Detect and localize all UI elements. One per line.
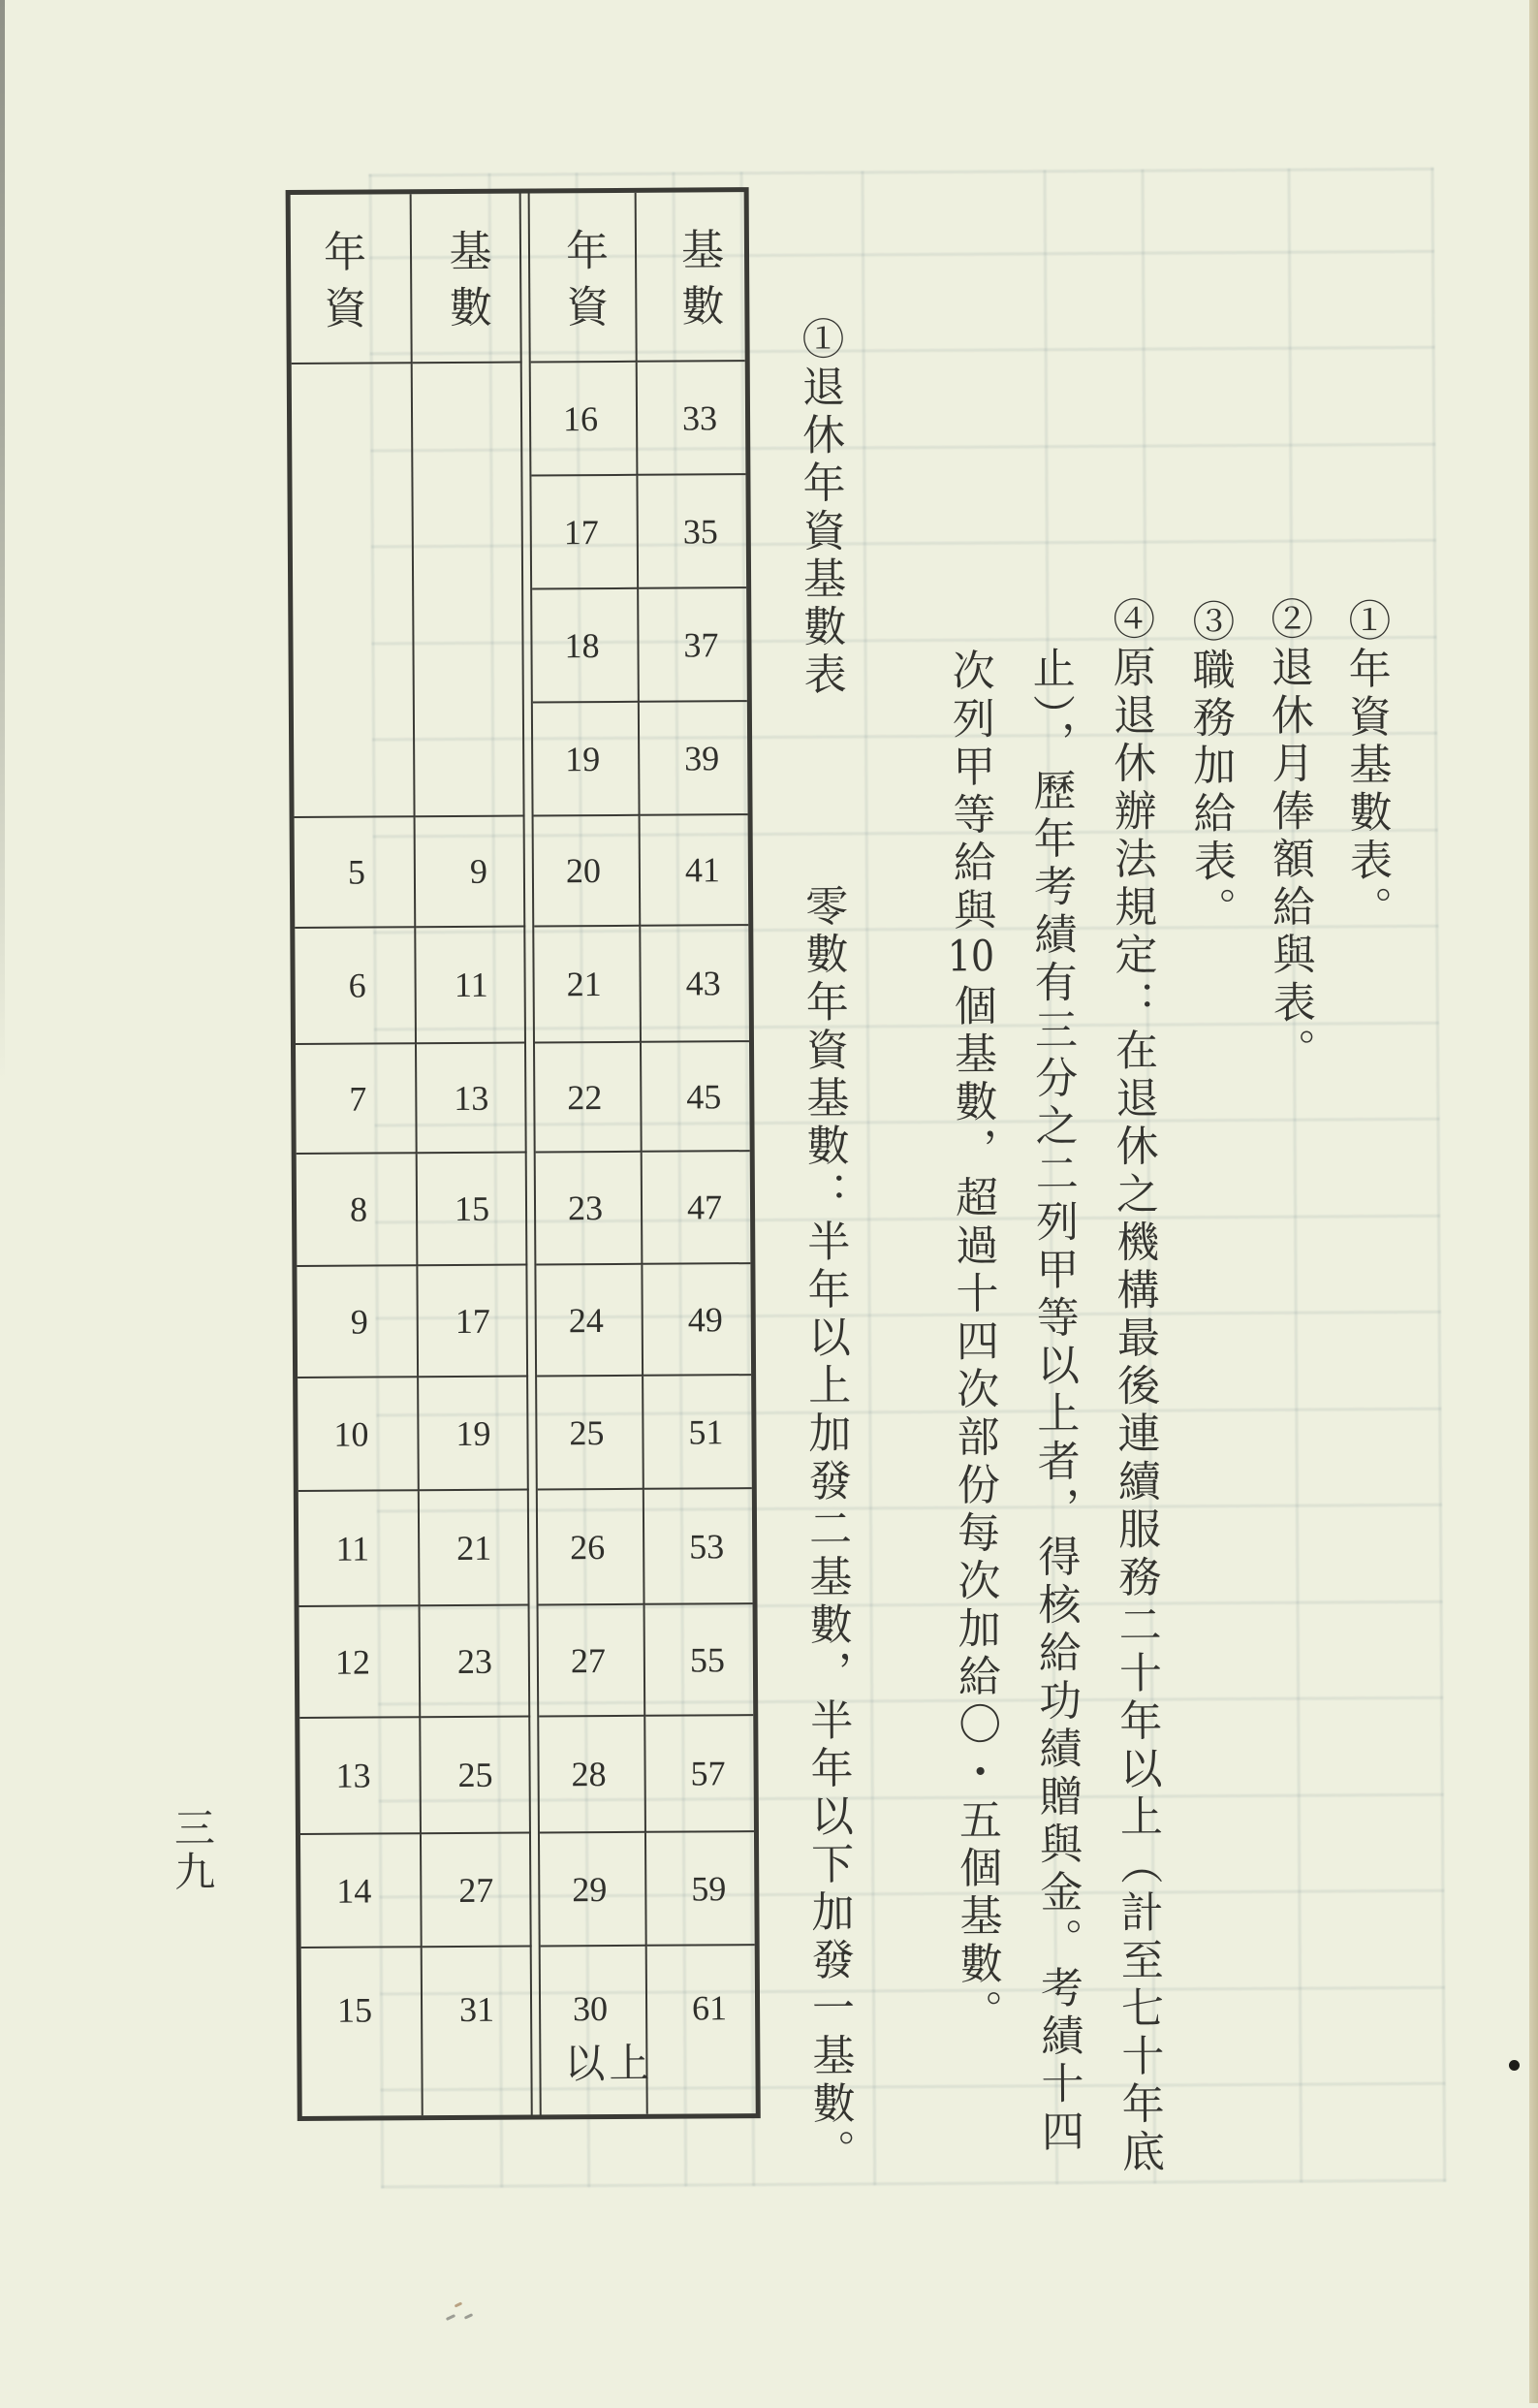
cell-base: 45 [642, 1042, 750, 1153]
cell-years: 16 [531, 363, 639, 477]
cell-years: 17 [531, 476, 639, 590]
cell-years: 8 [297, 1154, 419, 1267]
scan-edge-right [1529, 0, 1538, 2403]
cell-years: 6 [295, 928, 417, 1045]
cell-base: 21 [420, 1491, 530, 1607]
cell-base: 41 [641, 815, 749, 927]
cell-years: 9 [297, 1266, 419, 1378]
cell-base: 33 [638, 362, 746, 476]
cell-base: 43 [641, 926, 749, 1043]
note-text: 原退休辦法規定：在退休之機構最後連續服務二十年以上（計至七十年底 [1105, 644, 1165, 2178]
note-text: 個基數，超過十四次部份每次加給〇・五個基數。 [946, 983, 1003, 2038]
cell-years: 7 [296, 1044, 418, 1155]
ghost-rule [1287, 169, 1303, 2183]
caption-title: 退休年資基數表 [794, 364, 846, 701]
header-left-years [291, 194, 413, 364]
header-right-years [530, 193, 638, 364]
cell-years: 24 [536, 1265, 643, 1378]
empty-merged-cell [292, 364, 416, 818]
cell-years: 26 [538, 1490, 645, 1606]
note-text: 年資基數表。 [1340, 646, 1393, 935]
note-4-line-3 [945, 649, 1002, 2038]
header-label: 年資 [315, 229, 366, 342]
cell-base: 55 [645, 1604, 754, 1717]
cell-years-value: 30 [572, 1989, 609, 2029]
note-marker: ① [1340, 598, 1391, 647]
cell-years: 5 [295, 817, 417, 929]
cell-base: 53 [644, 1489, 753, 1605]
caption-marker: ① [794, 316, 844, 365]
cell-years: 10 [298, 1378, 420, 1492]
header-right-base [637, 192, 745, 363]
header-label: 基數 [673, 226, 724, 340]
cell-base: 11 [416, 928, 526, 1045]
cell-base: 13 [417, 1044, 527, 1155]
cell-years: 15 [301, 1948, 424, 2116]
cell-years: 21 [534, 927, 642, 1044]
cell-years: 22 [535, 1043, 643, 1154]
cell-base: 19 [419, 1378, 529, 1492]
table-caption [794, 317, 844, 701]
cell-base: 31 [423, 1948, 533, 2116]
cell-years: 12 [299, 1606, 422, 1719]
cell-base: 47 [643, 1152, 751, 1265]
header-label: 基數 [441, 228, 492, 341]
note-text: 職務加給表。 [1184, 647, 1237, 935]
note-text: 次列甲等給與 [944, 648, 996, 936]
cell-base: 17 [418, 1266, 528, 1378]
header-left-base [412, 194, 522, 364]
cell-years: 29 [540, 1833, 647, 1948]
cell-base: 59 [646, 1832, 755, 1947]
cell-base: 39 [640, 702, 748, 816]
cell-base: 15 [418, 1154, 528, 1267]
cell-years: 28 [539, 1717, 646, 1834]
cell-years-last [541, 1947, 654, 2115]
note-3 [1184, 599, 1235, 935]
note-number: 10 [947, 935, 995, 979]
ghost-rule [862, 171, 877, 2185]
cell-base: 9 [416, 817, 526, 929]
cell-base: 27 [422, 1834, 532, 1949]
note-2 [1263, 597, 1314, 1076]
ink-dot [1509, 2060, 1520, 2071]
cell-years: 18 [532, 589, 640, 704]
cell-base: 51 [643, 1376, 752, 1490]
ghost-rule [381, 2179, 1446, 2189]
cell-years: 20 [534, 816, 642, 928]
cell-years: 25 [537, 1377, 644, 1491]
empty-merged-cell [413, 364, 525, 818]
note-4-line-2: 止），歷年考績有三分之二列甲等以上者，得核給功績贈與金。考績十四 [1024, 646, 1084, 2158]
note-text: 退休月俸額給與表。 [1263, 644, 1316, 1076]
cell-years: 14 [300, 1834, 423, 1949]
table-footnote: 零數年資基數：半年以上加發二基數，半年以下加發一基數。 [797, 883, 856, 2177]
cell-base: 61 [691, 1988, 728, 2028]
ghost-rule [1430, 168, 1446, 2182]
cell-years: 13 [299, 1718, 422, 1835]
cell-base: 37 [639, 588, 747, 703]
note-marker: ③ [1184, 599, 1235, 648]
cell-base: 49 [643, 1264, 751, 1377]
cell-base: 57 [645, 1716, 754, 1833]
header-label: 年資 [557, 227, 609, 340]
scan-edge-left [0, 0, 5, 2403]
cell-base: 35 [638, 475, 746, 589]
cell-years: 19 [533, 703, 641, 817]
cell-base: 25 [421, 1718, 531, 1835]
page-number: 三九 [168, 1806, 217, 1894]
cell-years: 23 [536, 1153, 643, 1266]
and-above-suffix: 以上 [564, 2039, 654, 2088]
note-marker: ② [1263, 596, 1313, 646]
retirement-seniority-base-table [286, 187, 761, 2121]
ghost-rule [369, 168, 1434, 177]
cell-base: 23 [421, 1606, 531, 1719]
cell-years: 27 [539, 1605, 646, 1718]
note-4-line-1 [1105, 597, 1163, 2177]
note-1 [1340, 598, 1391, 934]
cell-years: 11 [298, 1491, 421, 1607]
note-marker: ④ [1105, 596, 1155, 646]
